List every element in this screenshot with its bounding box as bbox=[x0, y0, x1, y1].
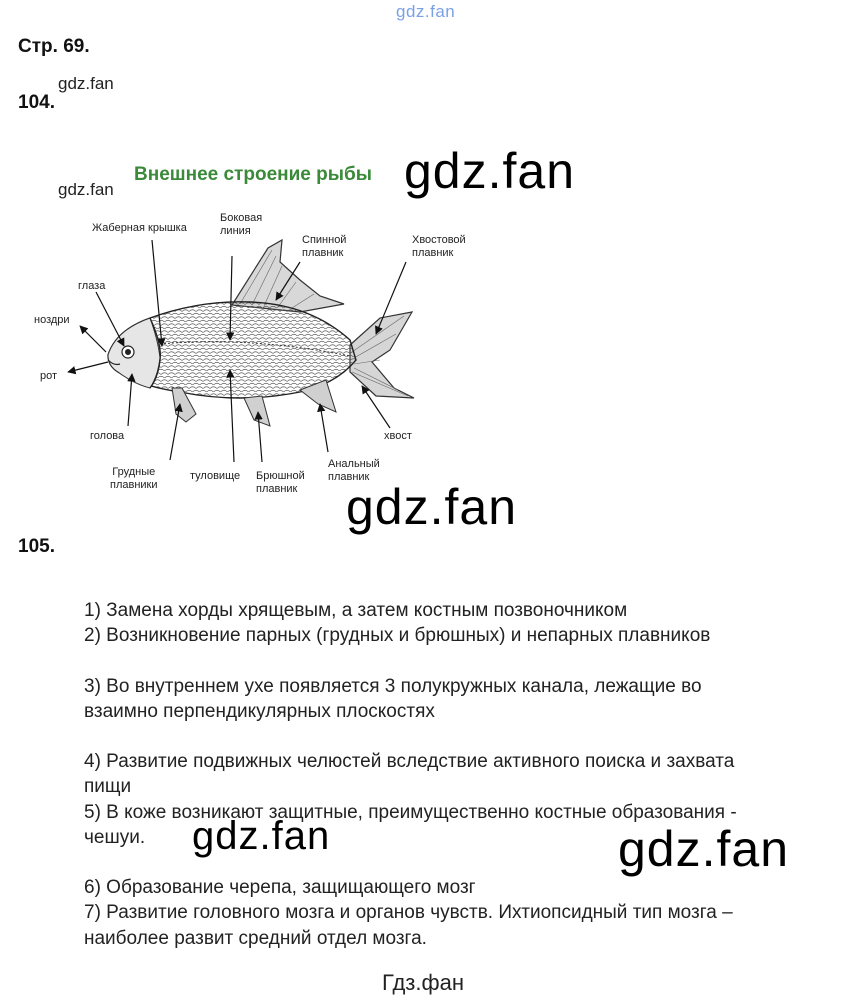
task-number-105: 105. bbox=[18, 536, 55, 557]
answer-line: 3) Во внутреннем ухе появляется 3 полукружных канала, лежащие во bbox=[84, 676, 702, 697]
pelvic-fin bbox=[244, 396, 270, 426]
answer-line: взаимно перпендикулярных плоскостях bbox=[84, 701, 435, 722]
label-pectoral-fins: Грудные плавники bbox=[110, 466, 158, 491]
label-anal-fin: Анальный плавник bbox=[328, 458, 380, 483]
watermark-large: gdz.fan bbox=[192, 814, 331, 858]
label-lateral-line: Боковая линия bbox=[220, 212, 263, 237]
footer-watermark: Гдз.фан bbox=[382, 970, 464, 995]
watermark-large: gdz.fan bbox=[404, 143, 576, 199]
label-dorsal-fin: Спинной плавник bbox=[302, 234, 347, 259]
answer-line: чешуи. bbox=[84, 827, 146, 848]
answer-line: пищи bbox=[84, 776, 132, 797]
answer-line: 6) Образование черепа, защищающего мозг bbox=[84, 877, 476, 898]
answer-line: 4) Развитие подвижных челюстей вследствие активного поиска и захвата bbox=[84, 751, 735, 772]
answer-line: 5) В коже возникают защитные, преимущественно костные образования - bbox=[84, 802, 737, 823]
label-nostrils: ноздри bbox=[34, 314, 70, 326]
label-pelvic-fin: Брюшной плавник bbox=[256, 470, 305, 495]
diagram-title: Внешнее строение рыбы bbox=[134, 164, 372, 185]
task-number-104: 104. bbox=[18, 92, 55, 113]
label-tail-fin: Хвостовой плавник bbox=[412, 234, 466, 259]
answer-line: наиболее развит средний отдел мозга. bbox=[84, 928, 427, 949]
label-tail: хвост bbox=[384, 430, 412, 442]
answer-line: 7) Развитие головного мозга и органов чувств. Ихтиопсидный тип мозга – bbox=[84, 902, 733, 923]
label-eyes: глаза bbox=[78, 280, 106, 292]
label-trunk: туловище bbox=[190, 470, 241, 482]
page-reference: Стр. 69. bbox=[18, 36, 90, 57]
label-mouth: рот bbox=[40, 370, 58, 382]
watermark-large: gdz.fan bbox=[618, 821, 790, 877]
watermark-small: gdz.fan bbox=[58, 74, 114, 93]
watermark-small: gdz.fan bbox=[58, 180, 114, 199]
watermark-large: gdz.fan bbox=[346, 479, 518, 535]
answer-line: 1) Замена хорды хрящевым, а затем костным позвоночником bbox=[84, 600, 628, 621]
label-head: голова bbox=[90, 430, 125, 442]
answer-line: 2) Возникновение парных (грудных и брюшных) и непарных плавников bbox=[84, 625, 711, 646]
watermark-top: gdz.fan bbox=[396, 2, 456, 21]
label-gill-cover: Жаберная крышка bbox=[92, 222, 187, 234]
